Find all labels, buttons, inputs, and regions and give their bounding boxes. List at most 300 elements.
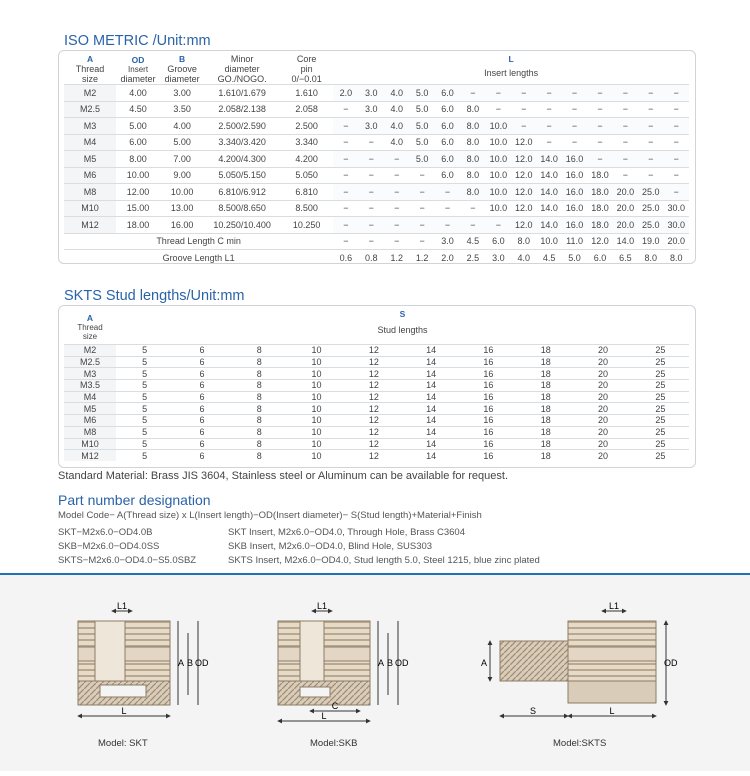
- table-cell: 16: [460, 426, 517, 438]
- table-cell: −: [562, 101, 587, 118]
- table-cell: 16.0: [562, 200, 587, 217]
- table-cell: 14: [402, 345, 459, 357]
- table-cell: −: [613, 118, 638, 135]
- col-head-stud-lengths: S Stud lengths: [377, 309, 428, 335]
- thread-size-cell: M6: [64, 415, 116, 427]
- table-cell: 6.5: [613, 250, 638, 266]
- col-head-core-pin: Core pin 0/−0.01: [291, 54, 322, 84]
- table-cell: −: [638, 167, 663, 184]
- table-cell: 6: [173, 368, 230, 380]
- table-cell: 3.0: [359, 101, 384, 118]
- material-note: Standard Material: Brass JIS 3604, Stainless steel or Aluminum can be available for request.: [58, 470, 509, 482]
- table-cell: 16: [460, 345, 517, 357]
- table-cell: 25: [632, 426, 689, 438]
- table-cell: −: [359, 200, 384, 217]
- table-cell: −: [562, 85, 587, 102]
- table-cell: −: [587, 118, 612, 135]
- table-cell: −: [663, 118, 689, 135]
- table-cell: −: [333, 151, 358, 168]
- table-cell: 8: [231, 391, 288, 403]
- table-cell: −: [587, 151, 612, 168]
- iso-table-title: ISO METRIC /Unit:mm: [64, 33, 211, 49]
- table-cell: −: [333, 101, 358, 118]
- table-cell: −: [638, 151, 663, 168]
- table-cell: 5: [116, 426, 173, 438]
- table-cell: 10.0: [486, 118, 511, 135]
- table-cell: 6.00: [116, 134, 160, 151]
- table-cell: 25: [632, 345, 689, 357]
- table-cell: 6.0: [435, 167, 460, 184]
- table-cell: −: [333, 200, 358, 217]
- table-cell: −: [486, 101, 511, 118]
- table-cell: 16.0: [562, 167, 587, 184]
- table-cell: 4.0: [511, 250, 536, 266]
- table-cell: 8: [231, 438, 288, 450]
- skts-stud: [500, 641, 568, 681]
- table-row: [64, 184, 689, 201]
- table-cell: 8.500: [280, 200, 333, 217]
- table-cell: 2.500/2.590: [204, 118, 280, 135]
- table-cell: 10: [288, 345, 345, 357]
- dim-od-label: OD: [195, 658, 209, 668]
- table-cell: 6.0: [435, 101, 460, 118]
- table-cell: 6: [173, 403, 230, 415]
- table-cell: −: [663, 134, 689, 151]
- table-cell: 12: [345, 450, 402, 461]
- table-cell: 5.0: [409, 85, 434, 102]
- table-cell: 14.0: [536, 200, 561, 217]
- table-cell: 10.0: [536, 233, 561, 250]
- table-cell: 5.0: [409, 118, 434, 135]
- table-cell: 6.0: [587, 250, 612, 266]
- table-cell: 12.0: [587, 233, 612, 250]
- table-cell: 16: [460, 450, 517, 461]
- table-cell: 3.50: [160, 101, 204, 118]
- table-cell: 14: [402, 403, 459, 415]
- table-cell: 10: [288, 368, 345, 380]
- table-cell: −: [536, 118, 561, 135]
- table-cell: −: [638, 118, 663, 135]
- dim-l1-label: L1: [116, 601, 128, 611]
- table-row: [64, 167, 689, 184]
- table-cell: 4.200: [280, 151, 333, 168]
- table-cell: 14.0: [536, 167, 561, 184]
- table-cell: 1.610/1.679: [204, 85, 280, 102]
- table-cell: 8: [231, 415, 288, 427]
- table-cell: 20: [574, 356, 631, 368]
- dim-l-label: L: [121, 706, 127, 716]
- table-cell: M3: [64, 118, 116, 135]
- table-cell: 4.5: [460, 233, 485, 250]
- table-cell: −: [663, 167, 689, 184]
- thread-size-cell: M5: [64, 403, 116, 415]
- dim-l1-label: L1: [608, 601, 620, 611]
- table-row: [64, 426, 689, 438]
- table-cell: 16: [460, 415, 517, 427]
- table-cell: 6: [173, 438, 230, 450]
- dim-b-label: B: [387, 658, 394, 668]
- table-cell: 6.810/6.912: [204, 184, 280, 201]
- table-cell: 8: [231, 345, 288, 357]
- table-cell: 18: [517, 345, 574, 357]
- table-cell: −: [486, 85, 511, 102]
- table-cell: 8.0: [460, 151, 485, 168]
- table-cell: −: [536, 101, 561, 118]
- drawings-panel: [0, 573, 750, 771]
- table-cell: 5: [116, 345, 173, 357]
- table-cell: −: [613, 101, 638, 118]
- table-cell: 10: [288, 380, 345, 392]
- example-code: SKB−M2x6.0−OD4.0SS: [58, 541, 160, 552]
- table-cell: 4.50: [116, 101, 160, 118]
- dim-l-label: L: [609, 706, 615, 716]
- example-code: SKTS−M2x6.0−OD4.0−S5.0SBZ: [58, 555, 197, 566]
- table-cell: 16.0: [562, 184, 587, 201]
- table-cell: −: [663, 101, 689, 118]
- part-number-title: Part number designation: [58, 492, 211, 508]
- table-cell: 12.0: [511, 200, 536, 217]
- table-cell: 8.500/8.650: [204, 200, 280, 217]
- table-cell: 1.2: [384, 250, 409, 266]
- table-cell: 20: [574, 450, 631, 461]
- table-cell: 20: [574, 426, 631, 438]
- table-cell: 20.0: [613, 217, 638, 234]
- table-cell: 10.250: [280, 217, 333, 234]
- table-cell: 25: [632, 380, 689, 392]
- table-cell: 6: [173, 391, 230, 403]
- table-cell: 0.6: [333, 250, 358, 266]
- table-cell: 12: [345, 426, 402, 438]
- table-cell: 20.0: [613, 184, 638, 201]
- table-cell: 8.0: [663, 250, 689, 266]
- table-cell: 6.0: [435, 85, 460, 102]
- dim-a-label: A: [178, 658, 185, 668]
- table-cell: 16: [460, 368, 517, 380]
- table-cell: 5: [116, 438, 173, 450]
- table-cell: 20: [574, 391, 631, 403]
- table-cell: 4.200/4.300: [204, 151, 280, 168]
- table-cell: −: [663, 151, 689, 168]
- table-cell: 14: [402, 415, 459, 427]
- table-cell: 8.0: [460, 184, 485, 201]
- table-cell: 18: [517, 403, 574, 415]
- table-cell: 12.00: [116, 184, 160, 201]
- table-cell: 18: [517, 380, 574, 392]
- skts-stud-table: [64, 309, 689, 461]
- table-cell: 3.0: [359, 118, 384, 135]
- dim-b-label: B: [187, 658, 194, 668]
- thread-size-cell: M2.5: [64, 356, 116, 368]
- table-cell: 7.00: [160, 151, 204, 168]
- table-cell: 12.0: [511, 151, 536, 168]
- table-cell: 8.0: [460, 101, 485, 118]
- skt-drawing: [78, 601, 209, 716]
- iso-metric-table: [64, 54, 689, 266]
- table-cell: 18: [517, 438, 574, 450]
- table-cell: 10.0: [486, 151, 511, 168]
- table-cell: 20.0: [663, 233, 689, 250]
- table-cell: −: [613, 134, 638, 151]
- table-row: [64, 200, 689, 217]
- table-cell: −: [663, 184, 689, 201]
- table-cell: −: [536, 85, 561, 102]
- table-cell: −: [587, 134, 612, 151]
- table-cell: 25.0: [638, 200, 663, 217]
- table-cell: 12.0: [511, 167, 536, 184]
- table-cell: −: [613, 167, 638, 184]
- table-row: [64, 415, 689, 427]
- table-cell: 6.0: [435, 118, 460, 135]
- table-cell: 18: [517, 426, 574, 438]
- table-cell: −: [384, 184, 409, 201]
- table-cell: 10.00: [160, 184, 204, 201]
- table-cell: −: [333, 134, 358, 151]
- table-cell: 6: [173, 380, 230, 392]
- table-cell: −: [359, 233, 384, 250]
- table-cell: −: [435, 184, 460, 201]
- table-cell: 12: [345, 345, 402, 357]
- table-cell: 5.050: [280, 167, 333, 184]
- table-cell: −: [511, 101, 536, 118]
- table-cell: 18.0: [587, 217, 612, 234]
- table-cell: 20.0: [613, 200, 638, 217]
- table-cell: 12: [345, 368, 402, 380]
- table-cell: −: [384, 200, 409, 217]
- table-cell: 4.0: [384, 134, 409, 151]
- col-head-insert-diameter: OD Insert diameter: [120, 54, 156, 84]
- table-cell: 4.0: [384, 85, 409, 102]
- table-cell: 16: [460, 356, 517, 368]
- table-cell: 20: [574, 380, 631, 392]
- table-cell: 4.0: [384, 101, 409, 118]
- table-cell: M10: [64, 200, 116, 217]
- table-cell: 16.0: [562, 217, 587, 234]
- table-cell: 4.5: [536, 250, 561, 266]
- table-cell: 10.0: [486, 167, 511, 184]
- table-cell: 25.0: [638, 184, 663, 201]
- table-row: [64, 391, 689, 403]
- table-cell: 8: [231, 356, 288, 368]
- table-cell: −: [359, 151, 384, 168]
- table-cell: 12: [345, 391, 402, 403]
- table-cell: −: [587, 85, 612, 102]
- table-cell: 12: [345, 415, 402, 427]
- table-cell: 5: [116, 415, 173, 427]
- col-head-insert-lengths: L Insert lengths: [484, 54, 539, 78]
- thread-size-cell: M3.5: [64, 380, 116, 392]
- table-cell: 2.058/2.138: [204, 101, 280, 118]
- table-cell: 10.0: [486, 200, 511, 217]
- table-cell: −: [613, 85, 638, 102]
- table-cell: 12: [345, 380, 402, 392]
- table-cell: 12.0: [511, 217, 536, 234]
- table-cell: M12: [64, 217, 116, 234]
- table-cell: 8.0: [638, 250, 663, 266]
- table-cell: 6: [173, 450, 230, 461]
- table-cell: 8: [231, 380, 288, 392]
- table-cell: 12: [345, 438, 402, 450]
- table-cell: 16: [460, 380, 517, 392]
- table-cell: 18.0: [587, 184, 612, 201]
- table-row: [64, 368, 689, 380]
- thread-size-cell: M10: [64, 438, 116, 450]
- table-cell: 3.340: [280, 134, 333, 151]
- table-cell: 10.0: [486, 184, 511, 201]
- table-cell: 8.0: [511, 233, 536, 250]
- table-row: [64, 85, 689, 102]
- table-cell: 1.610: [280, 85, 333, 102]
- table-row: [64, 101, 689, 118]
- col-head-thread-size: A Thread size: [75, 54, 105, 84]
- table-cell: 18: [517, 415, 574, 427]
- table-cell: 11.0: [562, 233, 587, 250]
- table-cell: 25: [632, 415, 689, 427]
- table-cell: 3.0: [435, 233, 460, 250]
- table-cell: 14.0: [536, 151, 561, 168]
- dim-c-label: C: [331, 701, 339, 711]
- table-row: [64, 380, 689, 392]
- table-cell: 8.0: [460, 118, 485, 135]
- table-cell: 14: [402, 450, 459, 461]
- table-cell: 20: [574, 345, 631, 357]
- table-cell: 8.0: [460, 134, 485, 151]
- table-cell: 16: [460, 391, 517, 403]
- table-cell: 5.00: [160, 134, 204, 151]
- table-cell: 5: [116, 391, 173, 403]
- table-cell: 25: [632, 403, 689, 415]
- table-cell: 12: [345, 356, 402, 368]
- table-cell: 25: [632, 368, 689, 380]
- table-cell: 12.0: [511, 134, 536, 151]
- table-cell: −: [384, 151, 409, 168]
- table-cell: 5.0: [562, 250, 587, 266]
- table-cell: 18.0: [587, 167, 612, 184]
- table-cell: 10.00: [116, 167, 160, 184]
- table-cell: −: [359, 184, 384, 201]
- table-cell: M5: [64, 151, 116, 168]
- table-cell: 3.0: [486, 250, 511, 266]
- table-cell: 18: [517, 391, 574, 403]
- example-desc: SKT Insert, M2x6.0−OD4.0, Through Hole, Brass C3604: [228, 527, 466, 538]
- table-cell: 3.0: [359, 85, 384, 102]
- table-cell: 10: [288, 391, 345, 403]
- table-cell: 18: [517, 368, 574, 380]
- table-cell: M6: [64, 167, 116, 184]
- table-cell: −: [409, 184, 434, 201]
- table-cell: 18: [517, 450, 574, 461]
- table-cell: −: [511, 118, 536, 135]
- table-cell: −: [333, 118, 358, 135]
- table-cell: −: [562, 118, 587, 135]
- table-cell: −: [359, 217, 384, 234]
- table-cell: 8: [231, 426, 288, 438]
- table-row: [64, 438, 689, 450]
- table-cell: M2.5: [64, 101, 116, 118]
- table-cell: −: [409, 167, 434, 184]
- table-cell: −: [333, 184, 358, 201]
- table-cell: 6: [173, 426, 230, 438]
- table-cell: −: [384, 167, 409, 184]
- table-cell: 3.00: [160, 85, 204, 102]
- table-cell: 30.0: [663, 217, 689, 234]
- col-head-thread-size: A Thread size: [77, 312, 103, 341]
- table-cell: −: [460, 217, 485, 234]
- table-cell: 6.0: [435, 151, 460, 168]
- table-cell: −: [511, 85, 536, 102]
- table-row: [64, 151, 689, 168]
- table-cell: 5.050/5.150: [204, 167, 280, 184]
- table-cell: 6.0: [435, 134, 460, 151]
- table-cell: −: [333, 217, 358, 234]
- table-cell: 6.0: [486, 233, 511, 250]
- table-cell: 14.0: [536, 217, 561, 234]
- table-cell: 12: [345, 403, 402, 415]
- table-cell: −: [435, 200, 460, 217]
- dim-s-label: S: [529, 706, 537, 716]
- table-cell: −: [638, 134, 663, 151]
- table-cell: −: [359, 167, 384, 184]
- table-cell: −: [359, 134, 384, 151]
- table-row: [64, 118, 689, 135]
- dim-od-label: OD: [395, 658, 409, 668]
- table-cell: 16: [460, 438, 517, 450]
- table-cell: −: [384, 217, 409, 234]
- table-cell: 8: [231, 368, 288, 380]
- table-cell: 14: [402, 356, 459, 368]
- table-row: [64, 134, 689, 151]
- table-row: [64, 250, 689, 266]
- model-code-line: Model Code− A(Thread size) x L(Insert length)−OD(Insert diameter)− S(Stud length)+Material+Finish: [58, 510, 482, 521]
- table-cell: 10: [288, 356, 345, 368]
- table-cell: 10.0: [486, 134, 511, 151]
- table-cell: 5: [116, 368, 173, 380]
- table-cell: −: [460, 85, 485, 102]
- example-desc: SKB Insert, M2x6.0−OD4.0, Blind Hole, SUS303: [228, 541, 433, 552]
- table-cell: −: [409, 233, 434, 250]
- dim-l-label: L: [321, 711, 327, 721]
- row-label: Groove Length L1: [64, 250, 333, 266]
- table-cell: M8: [64, 184, 116, 201]
- table-cell: −: [333, 167, 358, 184]
- thread-size-cell: M3: [64, 368, 116, 380]
- table-cell: 14: [402, 391, 459, 403]
- table-cell: 6: [173, 356, 230, 368]
- table-cell: 5.0: [409, 151, 434, 168]
- table-cell: 20: [574, 368, 631, 380]
- table-cell: 25.0: [638, 217, 663, 234]
- table-cell: 19.0: [638, 233, 663, 250]
- table-cell: 13.00: [160, 200, 204, 217]
- table-cell: 30.0: [663, 200, 689, 217]
- table-cell: 4.00: [116, 85, 160, 102]
- table-cell: 16: [460, 403, 517, 415]
- table-cell: 5: [116, 356, 173, 368]
- dim-a-label: A: [480, 658, 488, 668]
- model-label-skts: Model:SKTS: [553, 738, 607, 749]
- table-cell: −: [536, 134, 561, 151]
- table-cell: 8: [231, 450, 288, 461]
- table-cell: 20: [574, 438, 631, 450]
- table-cell: −: [663, 85, 689, 102]
- table-cell: 18.0: [587, 200, 612, 217]
- table-cell: M2: [64, 85, 116, 102]
- table-cell: 14: [402, 426, 459, 438]
- table-cell: 5: [116, 380, 173, 392]
- table-cell: 2.058: [280, 101, 333, 118]
- table-cell: 0.8: [359, 250, 384, 266]
- table-cell: 10: [288, 415, 345, 427]
- table-cell: 10.250/10.400: [204, 217, 280, 234]
